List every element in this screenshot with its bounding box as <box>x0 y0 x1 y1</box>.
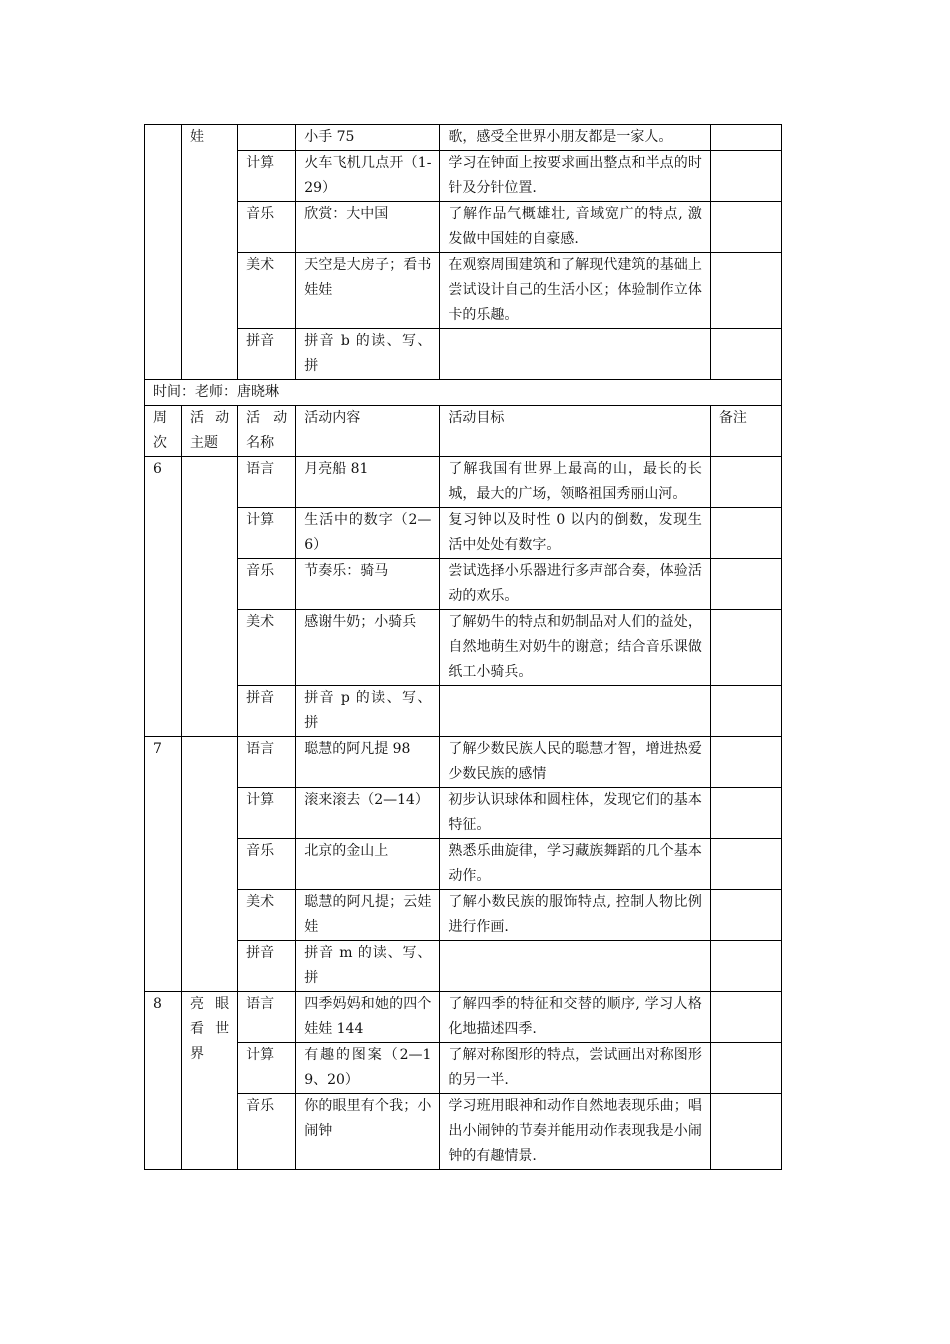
header-goal: 活动目标 <box>440 406 710 457</box>
content-cell: 小手 75 <box>296 125 440 151</box>
header-row <box>145 406 782 457</box>
goal-cell: 了解四季的特征和交替的顺序, 学习人格化地描述四季. <box>440 992 710 1043</box>
table-row <box>145 941 782 992</box>
content-cell: 欣赏：大中国 <box>296 202 440 253</box>
content-cell: 生活中的数字（2—6） <box>296 508 440 559</box>
note-cell <box>710 610 781 686</box>
content-cell: 节奏乐：骑马 <box>296 559 440 610</box>
name-cell: 语言 <box>238 737 296 788</box>
content-cell: 聪慧的阿凡提；云娃娃 <box>296 890 440 941</box>
header-week: 周次 <box>145 406 182 457</box>
week-cell: 6 <box>145 457 182 737</box>
table-row <box>145 508 782 559</box>
goal-cell: 学习在钟面上按要求画出整点和半点的时针及分针位置. <box>440 151 710 202</box>
table-row <box>145 839 782 890</box>
content-cell: 月亮船 81 <box>296 457 440 508</box>
table-row <box>145 992 782 1043</box>
note-cell <box>710 253 781 329</box>
header-name: 活动名称 <box>238 406 296 457</box>
week-cell: 7 <box>145 737 182 992</box>
goal-cell <box>440 941 710 992</box>
name-cell: 语言 <box>238 992 296 1043</box>
table-row <box>145 890 782 941</box>
note-cell <box>710 941 781 992</box>
table-row <box>145 253 782 329</box>
content-cell: 拼音 b 的读、写、拼 <box>296 329 440 380</box>
goal-cell: 复习钟以及时性 0 以内的倒数，发现生活中处处有数字。 <box>440 508 710 559</box>
name-cell: 语言 <box>238 457 296 508</box>
table-row <box>145 125 782 151</box>
name-cell: 计算 <box>238 1043 296 1094</box>
note-cell <box>710 559 781 610</box>
note-cell <box>710 329 781 380</box>
goal-cell: 歌，感受全世界小朋友都是一家人。 <box>440 125 710 151</box>
content-cell: 你的眼里有个我；小闹钟 <box>296 1094 440 1170</box>
content-cell: 四季妈妈和她的四个娃娃 144 <box>296 992 440 1043</box>
header-theme: 活动主题 <box>182 406 238 457</box>
goal-cell: 学习班用眼神和动作自然地表现乐曲；唱出小闹钟的节奏并能用动作表现我是小闹钟的有趣情景. <box>440 1094 710 1170</box>
schedule-table <box>144 124 782 1170</box>
week-cell: 8 <box>145 992 182 1170</box>
goal-cell: 初步认识球体和圆柱体，发现它们的基本特征。 <box>440 788 710 839</box>
name-cell: 计算 <box>238 788 296 839</box>
table-row <box>145 329 782 380</box>
goal-cell <box>440 686 710 737</box>
note-cell <box>710 890 781 941</box>
goal-cell: 在观察周围建筑和了解现代建筑的基础上尝试设计自己的生活小区；体验制作立体卡的乐趣。 <box>440 253 710 329</box>
time-teacher-label: 时间：老师：唐晓琳 <box>145 380 782 406</box>
name-cell: 美术 <box>238 610 296 686</box>
table-row <box>145 559 782 610</box>
name-cell: 美术 <box>238 253 296 329</box>
table-row <box>145 686 782 737</box>
table-row <box>145 457 782 508</box>
note-cell <box>710 839 781 890</box>
note-cell <box>710 992 781 1043</box>
name-cell: 美术 <box>238 890 296 941</box>
table-row <box>145 788 782 839</box>
theme-cell <box>182 737 238 992</box>
goal-cell: 了解我国有世界上最高的山，最长的长城，最大的广场，领略祖国秀丽山河。 <box>440 457 710 508</box>
name-cell: 计算 <box>238 508 296 559</box>
name-cell: 音乐 <box>238 559 296 610</box>
note-cell <box>710 151 781 202</box>
note-cell <box>710 788 781 839</box>
content-cell: 火车飞机几点开（1-29） <box>296 151 440 202</box>
table-row <box>145 737 782 788</box>
note-cell <box>710 737 781 788</box>
goal-cell: 了解作品气概雄壮, 音域宽广的特点, 激发做中国娃的自豪感. <box>440 202 710 253</box>
note-cell <box>710 1043 781 1094</box>
theme-cell: 亮眼看世界 <box>182 992 238 1170</box>
goal-cell: 了解奶牛的特点和奶制品对人们的益处，自然地萌生对奶牛的谢意；结合音乐课做纸工小骑兵。 <box>440 610 710 686</box>
goal-cell: 了解对称图形的特点，尝试画出对称图形的另一半. <box>440 1043 710 1094</box>
content-cell: 拼音 p 的读、写、拼 <box>296 686 440 737</box>
note-cell <box>710 686 781 737</box>
table-row <box>145 1043 782 1094</box>
note-cell <box>710 508 781 559</box>
goal-cell <box>440 329 710 380</box>
content-cell: 天空是大房子；看书娃娃 <box>296 253 440 329</box>
goal-cell: 了解少数民族人民的聪慧才智，增进热爱少数民族的感情 <box>440 737 710 788</box>
theme-cell: 娃 <box>182 125 238 380</box>
goal-cell: 了解小数民族的服饰特点, 控制人物比例进行作画. <box>440 890 710 941</box>
name-cell: 音乐 <box>238 839 296 890</box>
goal-cell: 尝试选择小乐器进行多声部合奏，体验活动的欢乐。 <box>440 559 710 610</box>
goal-cell: 熟悉乐曲旋律，学习藏族舞蹈的几个基本动作。 <box>440 839 710 890</box>
page <box>144 124 782 1170</box>
name-cell: 拼音 <box>238 686 296 737</box>
name-cell: 计算 <box>238 151 296 202</box>
table-row <box>145 151 782 202</box>
content-cell: 聪慧的阿凡提 98 <box>296 737 440 788</box>
table-row <box>145 1094 782 1170</box>
note-cell <box>710 125 781 151</box>
note-cell <box>710 202 781 253</box>
table-row <box>145 202 782 253</box>
table-row <box>145 610 782 686</box>
week-cell <box>145 125 182 380</box>
name-cell: 音乐 <box>238 202 296 253</box>
header-content: 活动内容 <box>296 406 440 457</box>
content-cell: 滚来滚去（2—14） <box>296 788 440 839</box>
note-cell <box>710 457 781 508</box>
meta-row <box>145 380 782 406</box>
name-cell: 音乐 <box>238 1094 296 1170</box>
name-cell: 拼音 <box>238 329 296 380</box>
content-cell: 北京的金山上 <box>296 839 440 890</box>
name-cell: 拼音 <box>238 941 296 992</box>
name-cell <box>238 125 296 151</box>
note-cell <box>710 1094 781 1170</box>
content-cell: 拼音 m 的读、写、拼 <box>296 941 440 992</box>
header-note: 备注 <box>710 406 781 457</box>
content-cell: 有趣的图案（2—19、20） <box>296 1043 440 1094</box>
content-cell: 感谢牛奶；小骑兵 <box>296 610 440 686</box>
theme-cell <box>182 457 238 737</box>
